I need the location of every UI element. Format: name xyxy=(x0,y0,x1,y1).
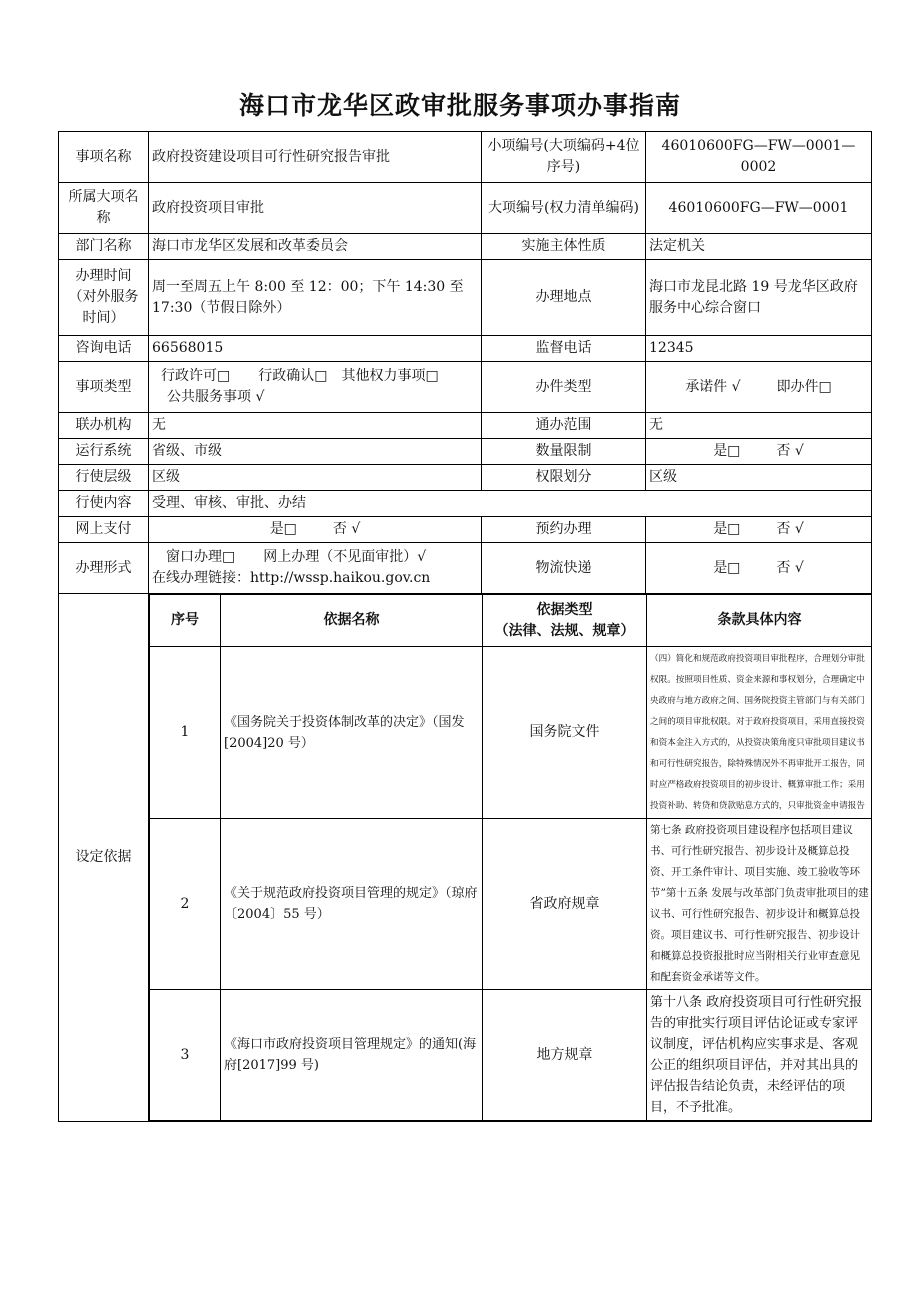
item-type-value xyxy=(149,362,482,413)
form-label: 办理形式 xyxy=(59,543,149,594)
logistics-yes: 是□ xyxy=(713,559,741,576)
level-value: 区级 xyxy=(149,465,482,491)
sub-code-value: 46010600FG—FW—0001—0002 xyxy=(646,132,872,183)
form-value xyxy=(149,543,482,594)
dept-value: 海口市龙华区发展和改革委员会 xyxy=(149,234,482,260)
form-line2: 在线办理链接：http://wssp.haikou.gov.cn xyxy=(152,570,431,586)
basis-header-type-line1: 依据类型 xyxy=(536,601,593,618)
joint-label: 联办机构 xyxy=(59,413,149,439)
online-pay-value xyxy=(149,517,482,543)
major-code-label: 大项编号(权力清单编码) xyxy=(482,183,646,234)
quantity-value xyxy=(646,439,872,465)
basis-row xyxy=(150,647,872,819)
division-value: 区级 xyxy=(646,465,872,491)
item-name-label: 事项名称 xyxy=(59,132,149,183)
basis-label: 设定依据 xyxy=(59,594,149,1122)
basis-header-name: 依据名称 xyxy=(221,595,483,647)
basis-section xyxy=(149,594,872,1122)
content-value: 受理、审核、审批、办结 xyxy=(149,491,872,517)
major-item-value: 政府投资项目审批 xyxy=(149,183,482,234)
quantity-no: 否 √ xyxy=(776,443,804,459)
form-line1: 窗口办理□ 网上办理（不见面审批）√ xyxy=(166,549,427,565)
supervise-phone-label: 监督电话 xyxy=(482,336,646,362)
item-type-line2: 公共服务事项 √ xyxy=(167,389,265,405)
handle-type-b: 即办件□ xyxy=(776,378,832,395)
major-code-value: 46010600FG—FW—0001 xyxy=(646,183,872,234)
basis-row xyxy=(150,819,872,990)
handle-type-label: 办件类型 xyxy=(482,362,646,413)
basis-row xyxy=(150,990,872,1121)
system-value: 省级、市级 xyxy=(149,439,482,465)
online-pay-yes: 是□ xyxy=(269,521,297,537)
handle-type-value xyxy=(646,362,872,413)
content-label: 行使内容 xyxy=(59,491,149,517)
basis-type: 省政府规章 xyxy=(483,819,647,990)
location-label: 办理地点 xyxy=(482,260,646,336)
basis-name: 《关于规范政府投资项目管理的规定》（琼府〔2004〕55 号） xyxy=(221,819,483,990)
basis-name: 《国务院关于投资体制改革的决定》（国发[2004]20 号） xyxy=(221,647,483,819)
appointment-value xyxy=(646,517,872,543)
basis-clause: 第七条 政府投资项目建设程序包括项目建议书、可行性研究报告、初步设计及概算总投资、开工条件审计、项目实施、竣工验收等环节”第十五条 发展与改革部门负责审批项目的建议书、可行性研究报告、初步设计和概算总投资。项目建议书、可行性研究报告、初步设计和概算总投资报批时应当附相关行业审查意见和配套资金承诺等文件。 xyxy=(647,819,872,990)
subject-nature-value: 法定机关 xyxy=(646,234,872,260)
appointment-label: 预约办理 xyxy=(482,517,646,543)
online-pay-label: 网上支付 xyxy=(59,517,149,543)
item-name-value: 政府投资建设项目可行性研究报告审批 xyxy=(149,132,482,183)
subject-nature-label: 实施主体性质 xyxy=(482,234,646,260)
basis-header-clause: 条款具体内容 xyxy=(647,595,872,647)
basis-table xyxy=(149,594,872,1121)
dept-label: 部门名称 xyxy=(59,234,149,260)
basis-no: 3 xyxy=(150,990,221,1121)
basis-name: 《海口市政府投资项目管理规定》的通知(海府[2017]99 号) xyxy=(221,990,483,1121)
scope-label: 通办范围 xyxy=(482,413,646,439)
phone-value: 66568015 xyxy=(149,336,482,362)
sub-code-label: 小项编号(大项编码+4位序号) xyxy=(482,132,646,183)
level-label: 行使层级 xyxy=(59,465,149,491)
handle-type-a: 承诺件 √ xyxy=(685,378,741,395)
appointment-yes: 是□ xyxy=(713,521,741,537)
location-value: 海口市龙昆北路 19 号龙华区政府服务中心综合窗口 xyxy=(646,260,872,336)
hours-value: 周一至周五上午 8:00 至 12：00；下午 14:30 至 17:30（节假日除外） xyxy=(149,260,482,336)
online-pay-no: 否 √ xyxy=(332,521,361,537)
scope-value: 无 xyxy=(646,413,872,439)
guide-table xyxy=(58,131,872,1122)
division-label: 权限划分 xyxy=(482,465,646,491)
basis-no: 2 xyxy=(150,819,221,990)
basis-clause: （四）简化和规范政府投资项目审批程序，合理划分审批权限。按照项目性质、资金来源和事权划分，合理确定中央政府与地方政府之间、国务院投资主管部门与有关部门之间的项目审批权限。对于政府投资项目，采用直接投资和资本金注入方式的，从投资决策角度只审批项目建议书和可行性研究报告，除特殊情况外不再审批开工报告，同时应严格政府投资项目的初步设计、概算审批工作；采用投资补助、转贷和贷款贴息方式的，只审批资金申请报告 xyxy=(647,647,872,819)
basis-type: 国务院文件 xyxy=(483,647,647,819)
system-label: 运行系统 xyxy=(59,439,149,465)
quantity-label: 数量限制 xyxy=(482,439,646,465)
phone-label: 咨询电话 xyxy=(59,336,149,362)
major-item-label: 所属大项名称 xyxy=(59,183,149,234)
basis-header-no: 序号 xyxy=(150,595,221,647)
basis-header-type-line2: （法律、法规、规章） xyxy=(494,622,635,639)
supervise-phone-value: 12345 xyxy=(646,336,872,362)
basis-type: 地方规章 xyxy=(483,990,647,1121)
basis-header-type xyxy=(483,595,647,647)
logistics-value xyxy=(646,543,872,594)
appointment-no: 否 √ xyxy=(776,521,804,537)
quantity-yes: 是□ xyxy=(713,443,741,459)
basis-clause: 第十八条 政府投资项目可行性研究报告的审批实行项目评估论证或专家评议制度，评估机构应实事求是、客观公正的组织项目评估，并对其出具的评估报告结论负责，未经评估的项目，不予批准。 xyxy=(647,990,872,1121)
logistics-no: 否 √ xyxy=(776,559,804,576)
basis-no: 1 xyxy=(150,647,221,819)
item-type-line1: 行政许可□ 行政确认□ 其他权力事项□ xyxy=(161,368,439,384)
page-title: 海口市龙华区政审批服务事项办事指南 xyxy=(238,91,681,120)
hours-label: 办理时间（对外服务时间） xyxy=(59,260,149,336)
item-type-label: 事项类型 xyxy=(59,362,149,413)
logistics-label: 物流快递 xyxy=(482,543,646,594)
joint-value: 无 xyxy=(149,413,482,439)
